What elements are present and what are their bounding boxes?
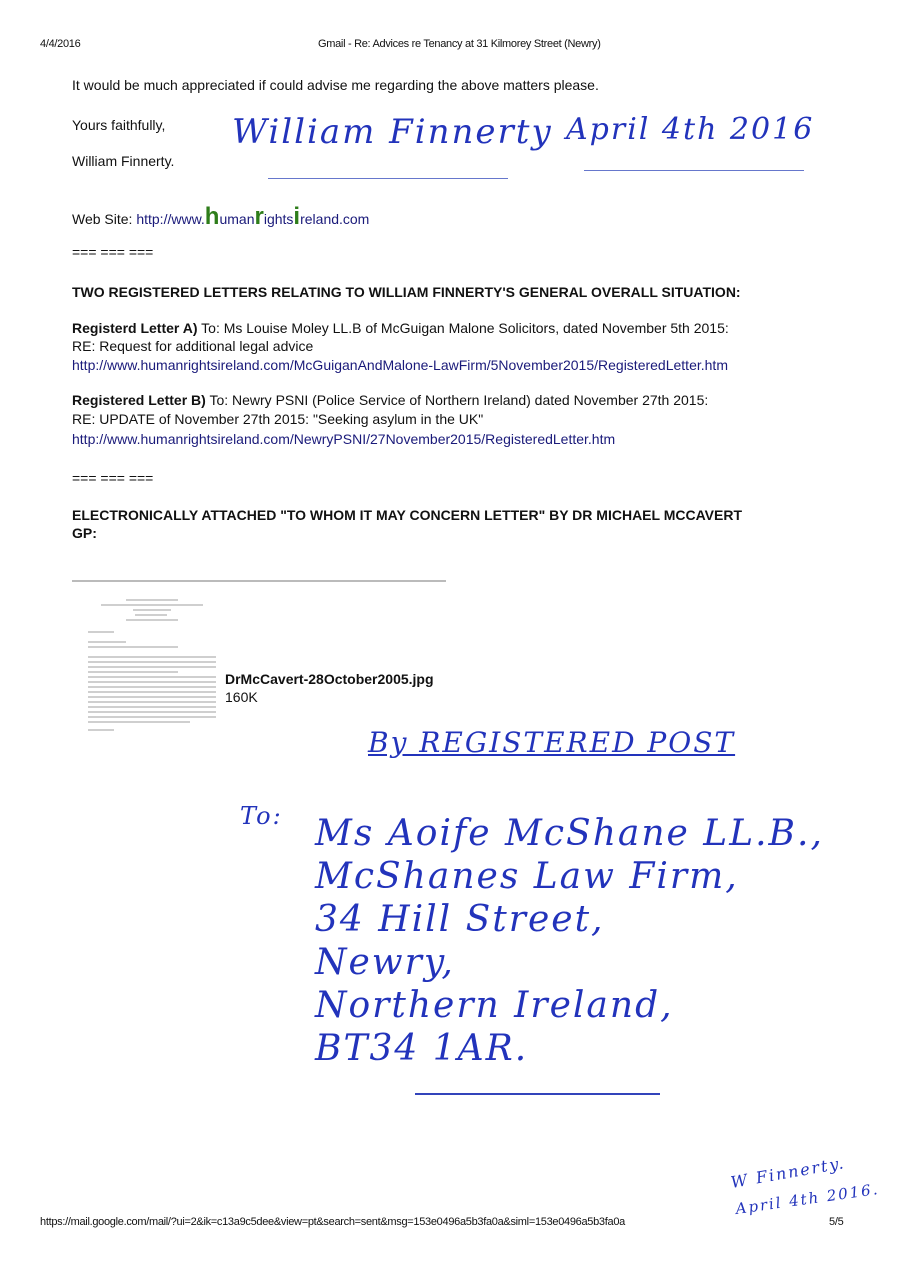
letter-a: Registerd Letter A) To: Ms Louise Moley LL.B of McGuigan Malone Solicitors, dated November 5th 2015: (72, 320, 729, 336)
handwritten-date: April 4th 2016 (566, 112, 815, 147)
section-heading: TWO REGISTERED LETTERS RELATING TO WILLIAM FINNERTY'S GENERAL OVERALL SITUATION: (72, 284, 741, 300)
address-line: BT34 1AR. (315, 1028, 529, 1069)
signature-underline (268, 178, 508, 179)
print-date: 4/4/2016 (40, 38, 81, 50)
website-label: Web Site: (72, 211, 133, 227)
address-line: Ms Aoife McShane LL.B., (315, 813, 824, 854)
separator: === === === (72, 244, 154, 260)
address-line: 34 Hill Street, (315, 899, 605, 940)
letter-b-re: RE: UPDATE of November 27th 2015: "Seeking asylum in the UK" (72, 411, 484, 427)
attachment-filename[interactable]: DrMcCavert-28October2005.jpg (225, 671, 434, 687)
address-line: McShanes Law Firm, (315, 856, 739, 897)
letter-b: Registered Letter B) To: Newry PSNI (Police Service of Northern Ireland) dated November 27th 2015: (72, 392, 709, 408)
address-line: Newry, (315, 942, 455, 983)
sender-name: William Finnerty. (72, 153, 175, 169)
section-heading-cont: GP: (72, 525, 97, 541)
website-link[interactable]: http://www.humanrightsireland.com (136, 203, 370, 230)
section-heading: ELECTRONICALLY ATTACHED "TO WHOM IT MAY CONCERN LETTER" BY DR MICHAEL MCCAVERT (72, 507, 742, 523)
website-line (72, 203, 369, 231)
handwritten-by-post: By REGISTERED POST (368, 726, 736, 759)
letter-a-link[interactable]: http://www.humanrightsireland.com/McGuiganAndMalone-LawFirm/5November2015/RegisteredLetter.htm (72, 357, 728, 373)
handwritten-to: To: (240, 802, 283, 830)
footer-handwritten-date: April 4th 2016. (734, 1180, 881, 1218)
handwritten-signature: William Finnerty (232, 112, 553, 152)
attachment-size: 160K (225, 689, 258, 705)
attachment-divider (72, 580, 446, 582)
closing: Yours faithfully, (72, 117, 166, 133)
handwritten-address (315, 812, 824, 1070)
intro-text: It would be much appreciated if could advise me regarding the above matters please. (72, 77, 599, 93)
attachment-thumbnail[interactable] (88, 596, 216, 766)
address-line: Northern Ireland, (315, 985, 674, 1026)
letter-b-link[interactable]: http://www.humanrightsireland.com/NewryPSNI/27November2015/RegisteredLetter.htm (72, 431, 616, 447)
footer-url: https://mail.google.com/mail/?ui=2&ik=c13a9c5dee&view=pt&search=sent&msg=153e0496a5b3fa0a&siml=153e0496a5b3fa0a (40, 1216, 625, 1228)
print-title: Gmail - Re: Advices re Tenancy at 31 Kilmorey Street (Newry) (318, 38, 601, 50)
letter-a-re: RE: Request for additional legal advice (72, 338, 314, 354)
address-underline (415, 1093, 660, 1095)
date-underline (584, 170, 804, 171)
footer-handwritten-signature: W Finnerty. (729, 1153, 847, 1192)
separator: === === === (72, 470, 154, 486)
page-number: 5/5 (829, 1216, 844, 1228)
